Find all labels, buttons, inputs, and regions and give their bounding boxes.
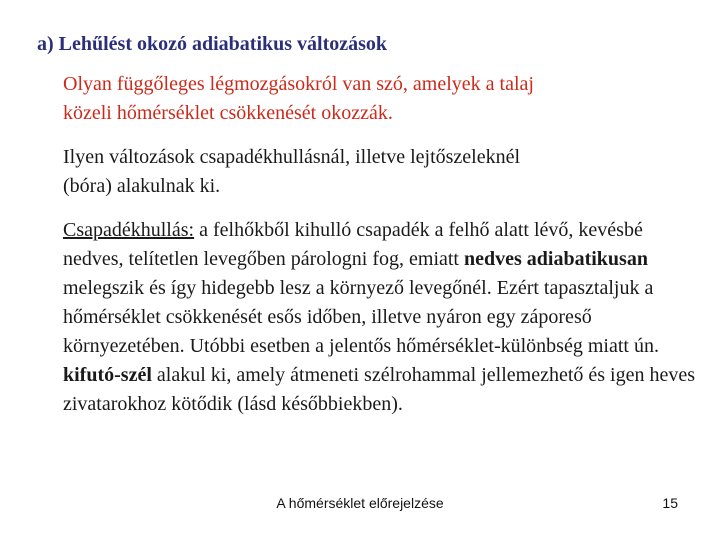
- occurrence-line-2: (bóra) alakulnak ki.: [63, 175, 221, 197]
- precipitation-heading: Csapadékhullás:: [63, 219, 195, 241]
- occurrence-paragraph: [63, 143, 703, 201]
- intro-line-2: közeli hőmérséklet csökkenését okozzák.: [63, 102, 393, 124]
- outflow-wind-term: kifutó-szél: [63, 364, 152, 386]
- intro-line-1: Olyan függőleges légmozgásokról van szó, amelyek a talaj: [63, 73, 534, 95]
- intro-paragraph: [63, 70, 703, 128]
- moist-adiabatic-term: nedves adiabatikusan: [464, 248, 648, 270]
- precipitation-text-3: alakul ki, amely átmeneti szélrohammal jellemezhető és igen heves zivatarokhoz kötődik (lásd későbbiekben).: [63, 364, 696, 415]
- precipitation-text-1: a felhőkből kihulló csapadék a felhő alatt lévő, kevésbé nedves, telítetlen levegőben párologni fog, emiatt: [63, 219, 643, 270]
- page-number: 15: [662, 495, 678, 511]
- occurrence-line-1: Ilyen változások csapadékhullásnál, illetve lejtőszeleknél: [63, 146, 521, 168]
- precipitation-paragraph: [63, 216, 703, 419]
- footer-title: A hőmérséklet előrejelzése: [276, 495, 444, 511]
- precipitation-text-2: melegszik és így hidegebb lesz a környező levegőnél. Ezért tapasztaljuk a hőmérséklet csökkenését esős időben, illetve nyáron egy záporeső környezetében. Utóbbi esetben a jelentős hőmérséklet-különbség miatt ún.: [63, 277, 659, 357]
- slide-title: a) Lehűlést okozó adiabatikus változások: [37, 33, 388, 55]
